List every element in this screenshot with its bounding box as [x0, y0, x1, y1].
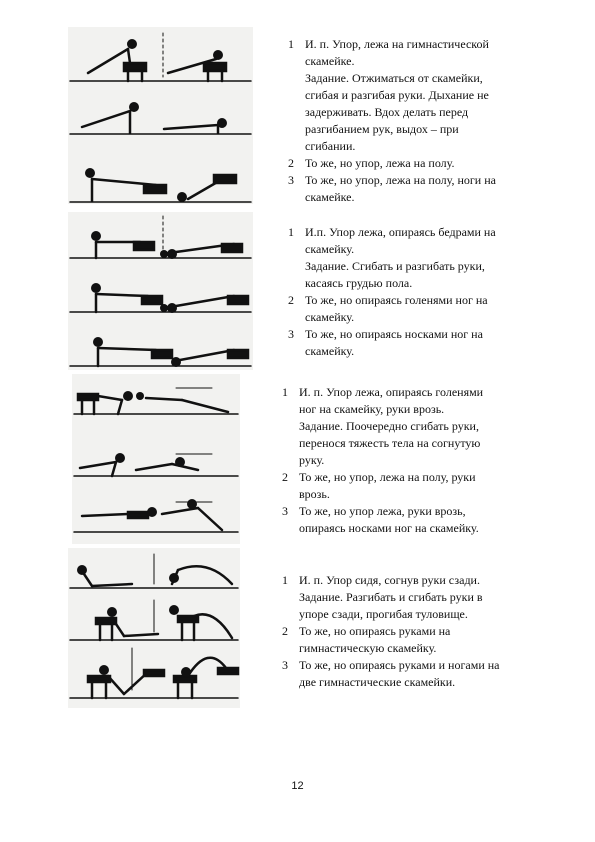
text-line: перенося тяжесть тела на согнутую: [299, 436, 481, 450]
item-number: 3: [282, 658, 288, 672]
text-line: касаясь грудью пола.: [305, 276, 413, 290]
item-number: 2: [288, 156, 294, 170]
exercise-illustration-4: [68, 548, 240, 708]
text-line: Задание. Поочередно сгибать руки,: [299, 419, 479, 433]
text-line: То же, но опираясь голенями ног на: [305, 293, 488, 307]
text-line: скамейку.: [305, 344, 355, 358]
exercise-text-block-1: [288, 36, 548, 206]
exercise-illustration-2: [68, 212, 253, 370]
item-number: 3: [288, 327, 294, 341]
text-line: опираясь носками ног на скамейку.: [299, 521, 479, 535]
text-line: упоре сзади, прогибая туловище.: [299, 607, 468, 621]
list-item: [282, 657, 548, 691]
text-line: И. п. Упор сидя, согнув руки сзади.: [299, 573, 480, 587]
item-number: 1: [288, 225, 294, 239]
text-line: скамейке.: [305, 190, 355, 204]
list-item: [282, 469, 548, 503]
list-item: [288, 172, 548, 206]
list-item: [288, 36, 548, 155]
exercise-illustration-3: [72, 374, 240, 544]
text-line: То же, но упор лежа, руки врозь,: [299, 504, 466, 518]
text-line: врозь.: [299, 487, 330, 501]
text-line: То же, но опираясь руками на: [299, 624, 451, 638]
item-number: 2: [282, 624, 288, 638]
list-item: [288, 326, 548, 360]
text-line: Задание. Разгибать и сгибать руки в: [299, 590, 483, 604]
text-line: скамейке.: [305, 54, 355, 68]
text-line: гимнастическую скамейку.: [299, 641, 437, 655]
item-number: 2: [288, 293, 294, 307]
text-line: руку.: [299, 453, 325, 467]
item-number: 3: [282, 504, 288, 518]
text-line: ног на скамейку, руки врозь.: [299, 402, 445, 416]
text-line: разгибанием рук, выдох – при: [305, 122, 459, 136]
text-line: сгибании.: [305, 139, 356, 153]
text-line: задерживать. Вдох делать перед: [305, 105, 469, 119]
text-line: То же, но опираясь носками ног на: [305, 327, 483, 341]
exercise-text-block-3: [282, 384, 548, 537]
text-line: То же, но упор, лежа на полу.: [305, 156, 455, 170]
text-line: И. п. Упор, лежа на гимнастической: [305, 37, 489, 51]
list-item: [288, 155, 548, 172]
list-item: [282, 384, 548, 469]
text-line: сгибая и разгибая руки. Дыхание не: [305, 88, 489, 102]
text-line: То же, но упор, лежа на полу, ноги на: [305, 173, 496, 187]
text-line: Задание. Отжиматься от скамейки,: [305, 71, 483, 85]
item-number: 2: [282, 470, 288, 484]
list-item: [288, 224, 548, 292]
text-line: И. п. Упор лежа, опираясь голенями: [299, 385, 484, 399]
text-line: То же, но опираясь руками и ногами на: [299, 658, 500, 672]
item-number: 3: [288, 173, 294, 187]
item-number: 1: [282, 385, 288, 399]
text-line: То же, но упор, лежа на полу, руки: [299, 470, 476, 484]
page-number: 12: [291, 780, 304, 792]
list-item: [282, 623, 548, 657]
list-item: [282, 572, 548, 623]
exercise-text-block-4: [282, 572, 548, 691]
exercise-illustration-1: [68, 27, 253, 204]
text-line: две гимнастические скамейки.: [299, 675, 456, 689]
item-number: 1: [282, 573, 288, 587]
text-line: скамейку.: [305, 310, 355, 324]
list-item: [288, 292, 548, 326]
item-number: 1: [288, 37, 294, 51]
text-line: Задание. Сгибать и разгибать руки,: [305, 259, 485, 273]
exercise-text-block-2: [288, 224, 548, 360]
text-line: И.п. Упор лежа, опираясь бедрами на: [305, 225, 496, 239]
list-item: [282, 503, 548, 537]
text-line: скамейку.: [305, 242, 355, 256]
